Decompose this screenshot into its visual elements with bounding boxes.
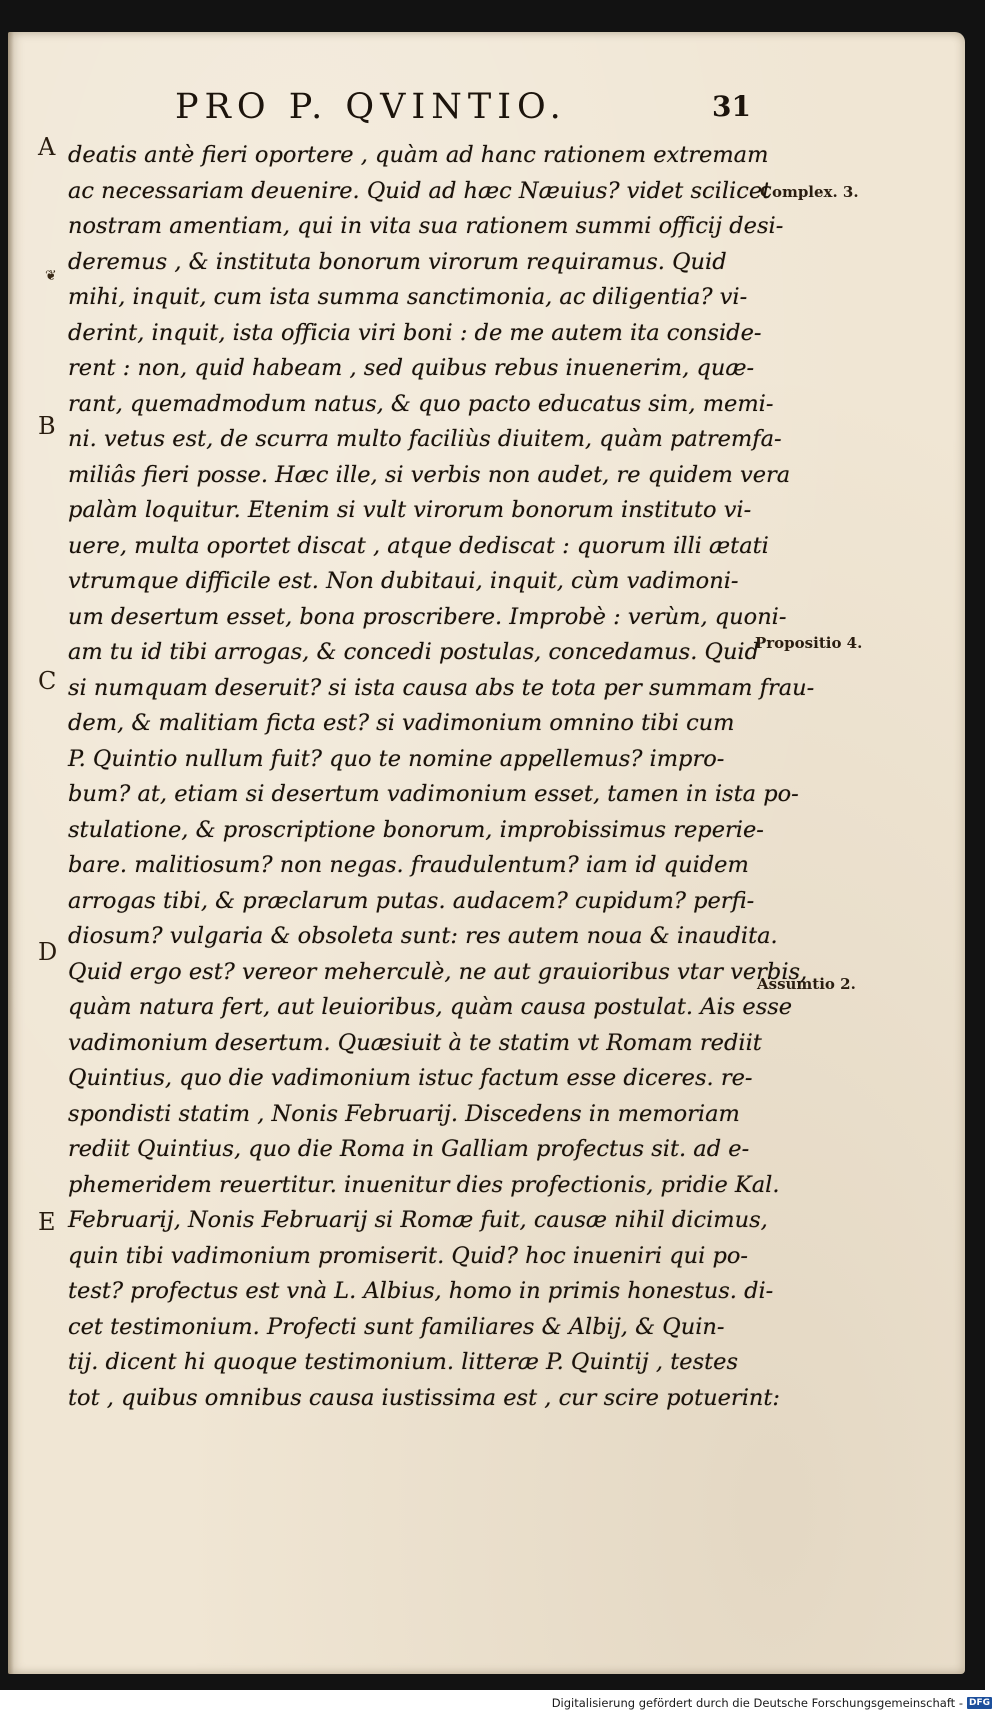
text-line: Quid ergo est? vereor meherculè, ne aut grauioribus vtar verbis, (68, 958, 808, 985)
text-line: phemeridem reuertitur. inuenitur dies profectionis, pridie Kal. (68, 1171, 780, 1198)
marginal-note-propositio: Propositio 4. (755, 634, 863, 652)
text-line: Quintius, quo die vadimonium istuc factum esse diceres. re- (68, 1065, 753, 1091)
text-line: diosum? vulgaria & obsoleta sunt: res autem noua & inaudita. (68, 923, 778, 949)
dfg-logo: DFG (968, 1698, 990, 1708)
digitization-credit (552, 1696, 992, 1710)
credit-text: Digitalisierung gefördert durch die Deutsche Forschungsgemeinschaft - (551, 1696, 963, 1710)
text-line: quàm natura fert, aut leuioribus, quàm causa postulat. Ais esse (68, 994, 793, 1020)
text-line: rent : non, quid habeam , sed quibus rebus inuenerim, quæ- (68, 355, 755, 381)
text-line: derint, inquit, ista officia viri boni : de me autem ita conside- (68, 319, 762, 346)
text-line: uere, multa oportet discat , atque dediscat : quorum illi ætati (68, 532, 769, 559)
marginal-note-assumtio: Assumtio 2. (757, 975, 856, 993)
section-letter-a: A (38, 133, 56, 161)
marginal-note-complex: Complex. 3. (760, 183, 859, 201)
ink-smudge-mark: ❦ (45, 268, 57, 284)
text-line: quin tibi vadimonium promiserit. Quid? hoc inueniri qui po- (68, 1242, 749, 1269)
text-line: vtrumque difficile est. Non dubitaui, inquit, cùm vadimoni- (68, 568, 739, 594)
text-line: stulatione, & proscriptione bonorum, improbissimus reperie- (68, 816, 764, 843)
text-line: vadimonium desertum. Quæsiuit à te statim vt Romam rediit (68, 1029, 762, 1056)
text-line: bare. malitiosum? non negas. fraudulentum? iam id quidem (68, 852, 749, 878)
text-line: si numquam deseruit? si ista causa abs te tota per summam frau- (68, 674, 815, 701)
section-letter-c: C (38, 667, 57, 695)
section-letter-e: E (38, 1208, 56, 1236)
text-line: palàm loquitur. Etenim si vult virorum bonorum instituto vi- (68, 497, 752, 523)
text-line: cet testimonium. Profecti sunt familiares & Albij, & Quin- (68, 1313, 725, 1340)
page-gutter-shadow (8, 32, 14, 1674)
text-line: ac necessariam deuenire. Quid ad hæc Næuius? videt scilicet (68, 177, 772, 204)
text-line: test? profectus est vnà L. Albius, homo in primis honestus. di- (68, 1278, 774, 1304)
section-letter-b: B (38, 412, 56, 440)
text-line: mihi, inquit, cum ista summa sanctimonia, ac diligentia? vi- (68, 284, 748, 310)
text-line: spondisti statim , Nonis Februarij. Discedens in memoriam (68, 1100, 740, 1127)
page-number: 31 (712, 90, 751, 123)
text-line: miliâs fieri posse. Hæc ille, si verbis non audet, re quidem vera (68, 461, 791, 488)
text-line: nostram amentiam, qui in vita sua rationem summi officij desi- (68, 213, 784, 239)
text-line: Februarij, Nonis Februarij si Romæ fuit, causæ nihil dicimus, (68, 1207, 768, 1233)
text-line: P. Quintio nullum fuit? quo te nomine appellemus? impro- (68, 745, 725, 772)
text-line: deremus , & instituta bonorum virorum requiramus. Quid (68, 248, 727, 275)
section-letter-d: D (38, 938, 58, 966)
running-head: PRO P. QVINTIO. (175, 87, 567, 127)
text-line: tij. dicent hi quoque testimonium. litteræ P. Quintij , testes (68, 1349, 739, 1375)
text-line: bum? at, etiam si desertum vadimonium esset, tamen in ista po- (68, 781, 799, 807)
text-line: um desertum esset, bona proscribere. Improbè : verùm, quoni- (68, 603, 787, 630)
text-line: arrogas tibi, & præclarum putas. audacem? cupidum? perfi- (68, 887, 755, 914)
text-line: dem, & malitiam ficta est? si vadimonium omnino tibi cum (68, 710, 735, 736)
text-line: deatis antè fieri oportere , quàm ad hanc rationem extremam (68, 142, 769, 168)
text-line: ni. vetus est, de scurra multo faciliùs diuitem, quàm patremfa- (68, 426, 782, 452)
text-line: am tu id tibi arrogas, & concedi postulas, concedamus. Quid (68, 639, 760, 665)
text-line: rant, quemadmodum natus, & quo pacto educatus sim, memi- (68, 390, 774, 417)
text-line: tot , quibus omnibus causa iustissima est , cur scire potuerint: (68, 1384, 781, 1411)
text-line: rediit Quintius, quo die Roma in Galliam profectus sit. ad e- (68, 1136, 750, 1162)
